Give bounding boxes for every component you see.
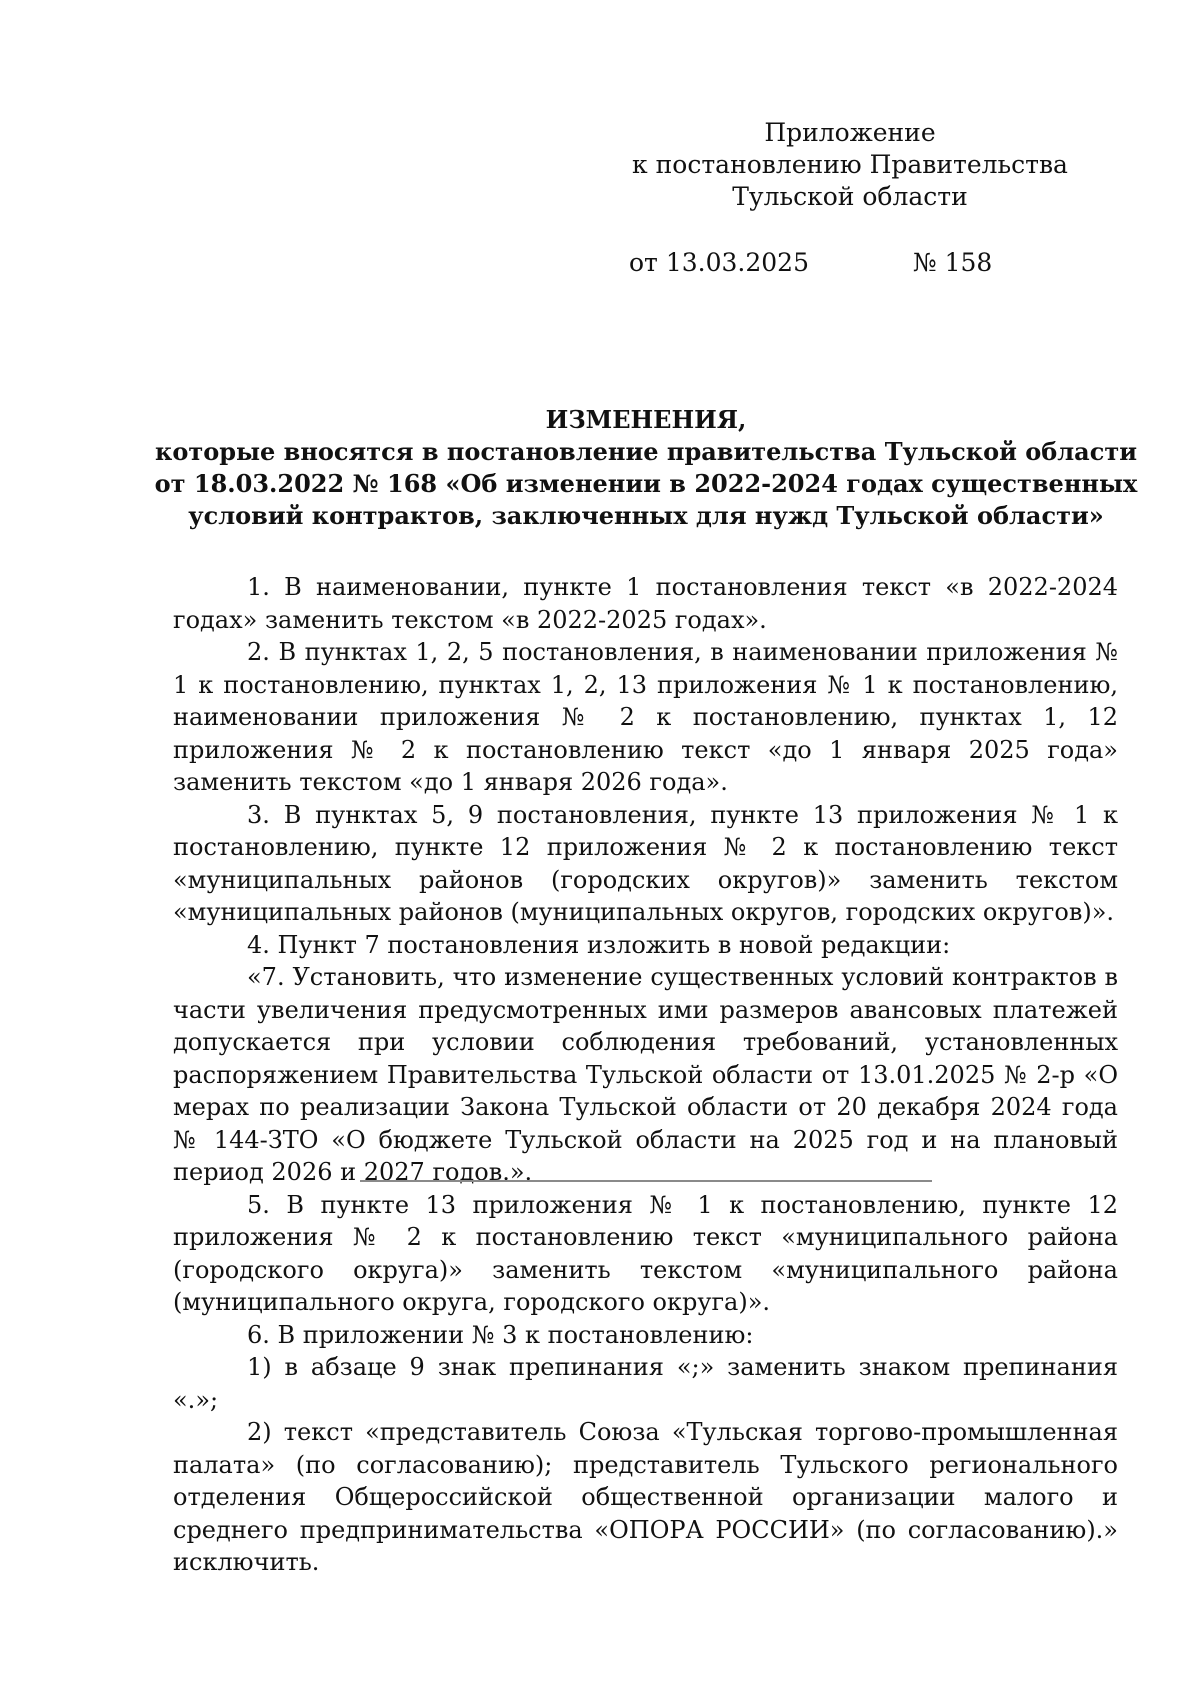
appendix-header	[625, 117, 1075, 213]
appendix-line: Приложение	[764, 118, 936, 147]
document-number: № 158	[913, 248, 993, 277]
title-line: ИЗМЕНЕНИЯ,	[545, 405, 747, 434]
appendix-line: Тульской области	[732, 182, 968, 211]
paragraph-6-item-1: 1) в абзаце 9 знак препинания «;» заменить знаком препинания «.»;	[173, 1353, 1118, 1414]
paragraph-4: 4. Пункт 7 постановления изложить в новой редакции:	[247, 930, 951, 959]
paragraph-3: 3. В пунктах 5, 9 постановления, пункте 13 приложения № 1 к постановлению, пункте 12 приложения № 2 к постановлению текст «муниципальных районов (городских округов)» заменить текстом «муниципальных районов (муниципальных округов, городских округов)».	[173, 800, 1118, 926]
paragraph-5: 5. В пункте 13 приложения № 1 к постановлению, пункте 12 приложения № 2 к постановлению текст «муниципального района (городского округа)» заменить текстом «муниципального района (муниципального округа, городского округа)».	[173, 1190, 1118, 1316]
paragraph-6-item-2: 2) текст «представитель Союза «Тульская торгово-промышленная палата» (по согласованию); представитель Тульского регионального отделения Общероссийской общественной организации малого и среднего предпринимательства «ОПОРА РОССИИ» (по согласованию).» исключить.	[173, 1418, 1118, 1576]
title-line: от 18.03.2022 № 168 «Об изменении в 2022-2024 годах существенных	[154, 469, 1138, 498]
paragraph-1: 1. В наименовании, пункте 1 постановления текст «в 2022-2024 годах» заменить текстом «в 2022-2025 годах».	[173, 573, 1118, 634]
document-date: от 13.03.2025	[629, 248, 809, 277]
document-body	[173, 571, 1118, 1579]
paragraph-4-quote: «7. Установить, что изменение существенных условий контрактов в части увеличения предусмотренных ими размеров авансовых платежей допускается при условии соблюдения требований, установленных распоряжением Правительства Тульской области от 13.01.2025 № 2-р «О мерах по реализации Закона Тульской области от 20 декабря 2024 года № 144-ЗТО «О бюджете Тульской области на 2025 год и на плановый период 2026 и 2027 годов.».	[173, 963, 1118, 1186]
document-title	[120, 404, 1172, 532]
closing-separator-line	[360, 1180, 932, 1182]
appendix-line: к постановлению Правительства	[632, 150, 1068, 179]
title-line: которые вносятся в постановление правительства Тульской области	[154, 437, 1138, 466]
paragraph-2: 2. В пунктах 1, 2, 5 постановления, в наименовании приложения № 1 к постановлению, пунктах 1, 2, 13 приложения № 1 к постановлению, наименовании приложения № 2 к постановлению, пунктах 1, 12 приложения № 2 к постановлению текст «до 1 января 2025 года» заменить текстом «до 1 января 2026 года».	[173, 638, 1118, 796]
paragraph-6: 6. В приложении № 3 к постановлению:	[247, 1320, 754, 1349]
title-line: условий контрактов, заключенных для нужд Тульской области»	[188, 501, 1104, 530]
